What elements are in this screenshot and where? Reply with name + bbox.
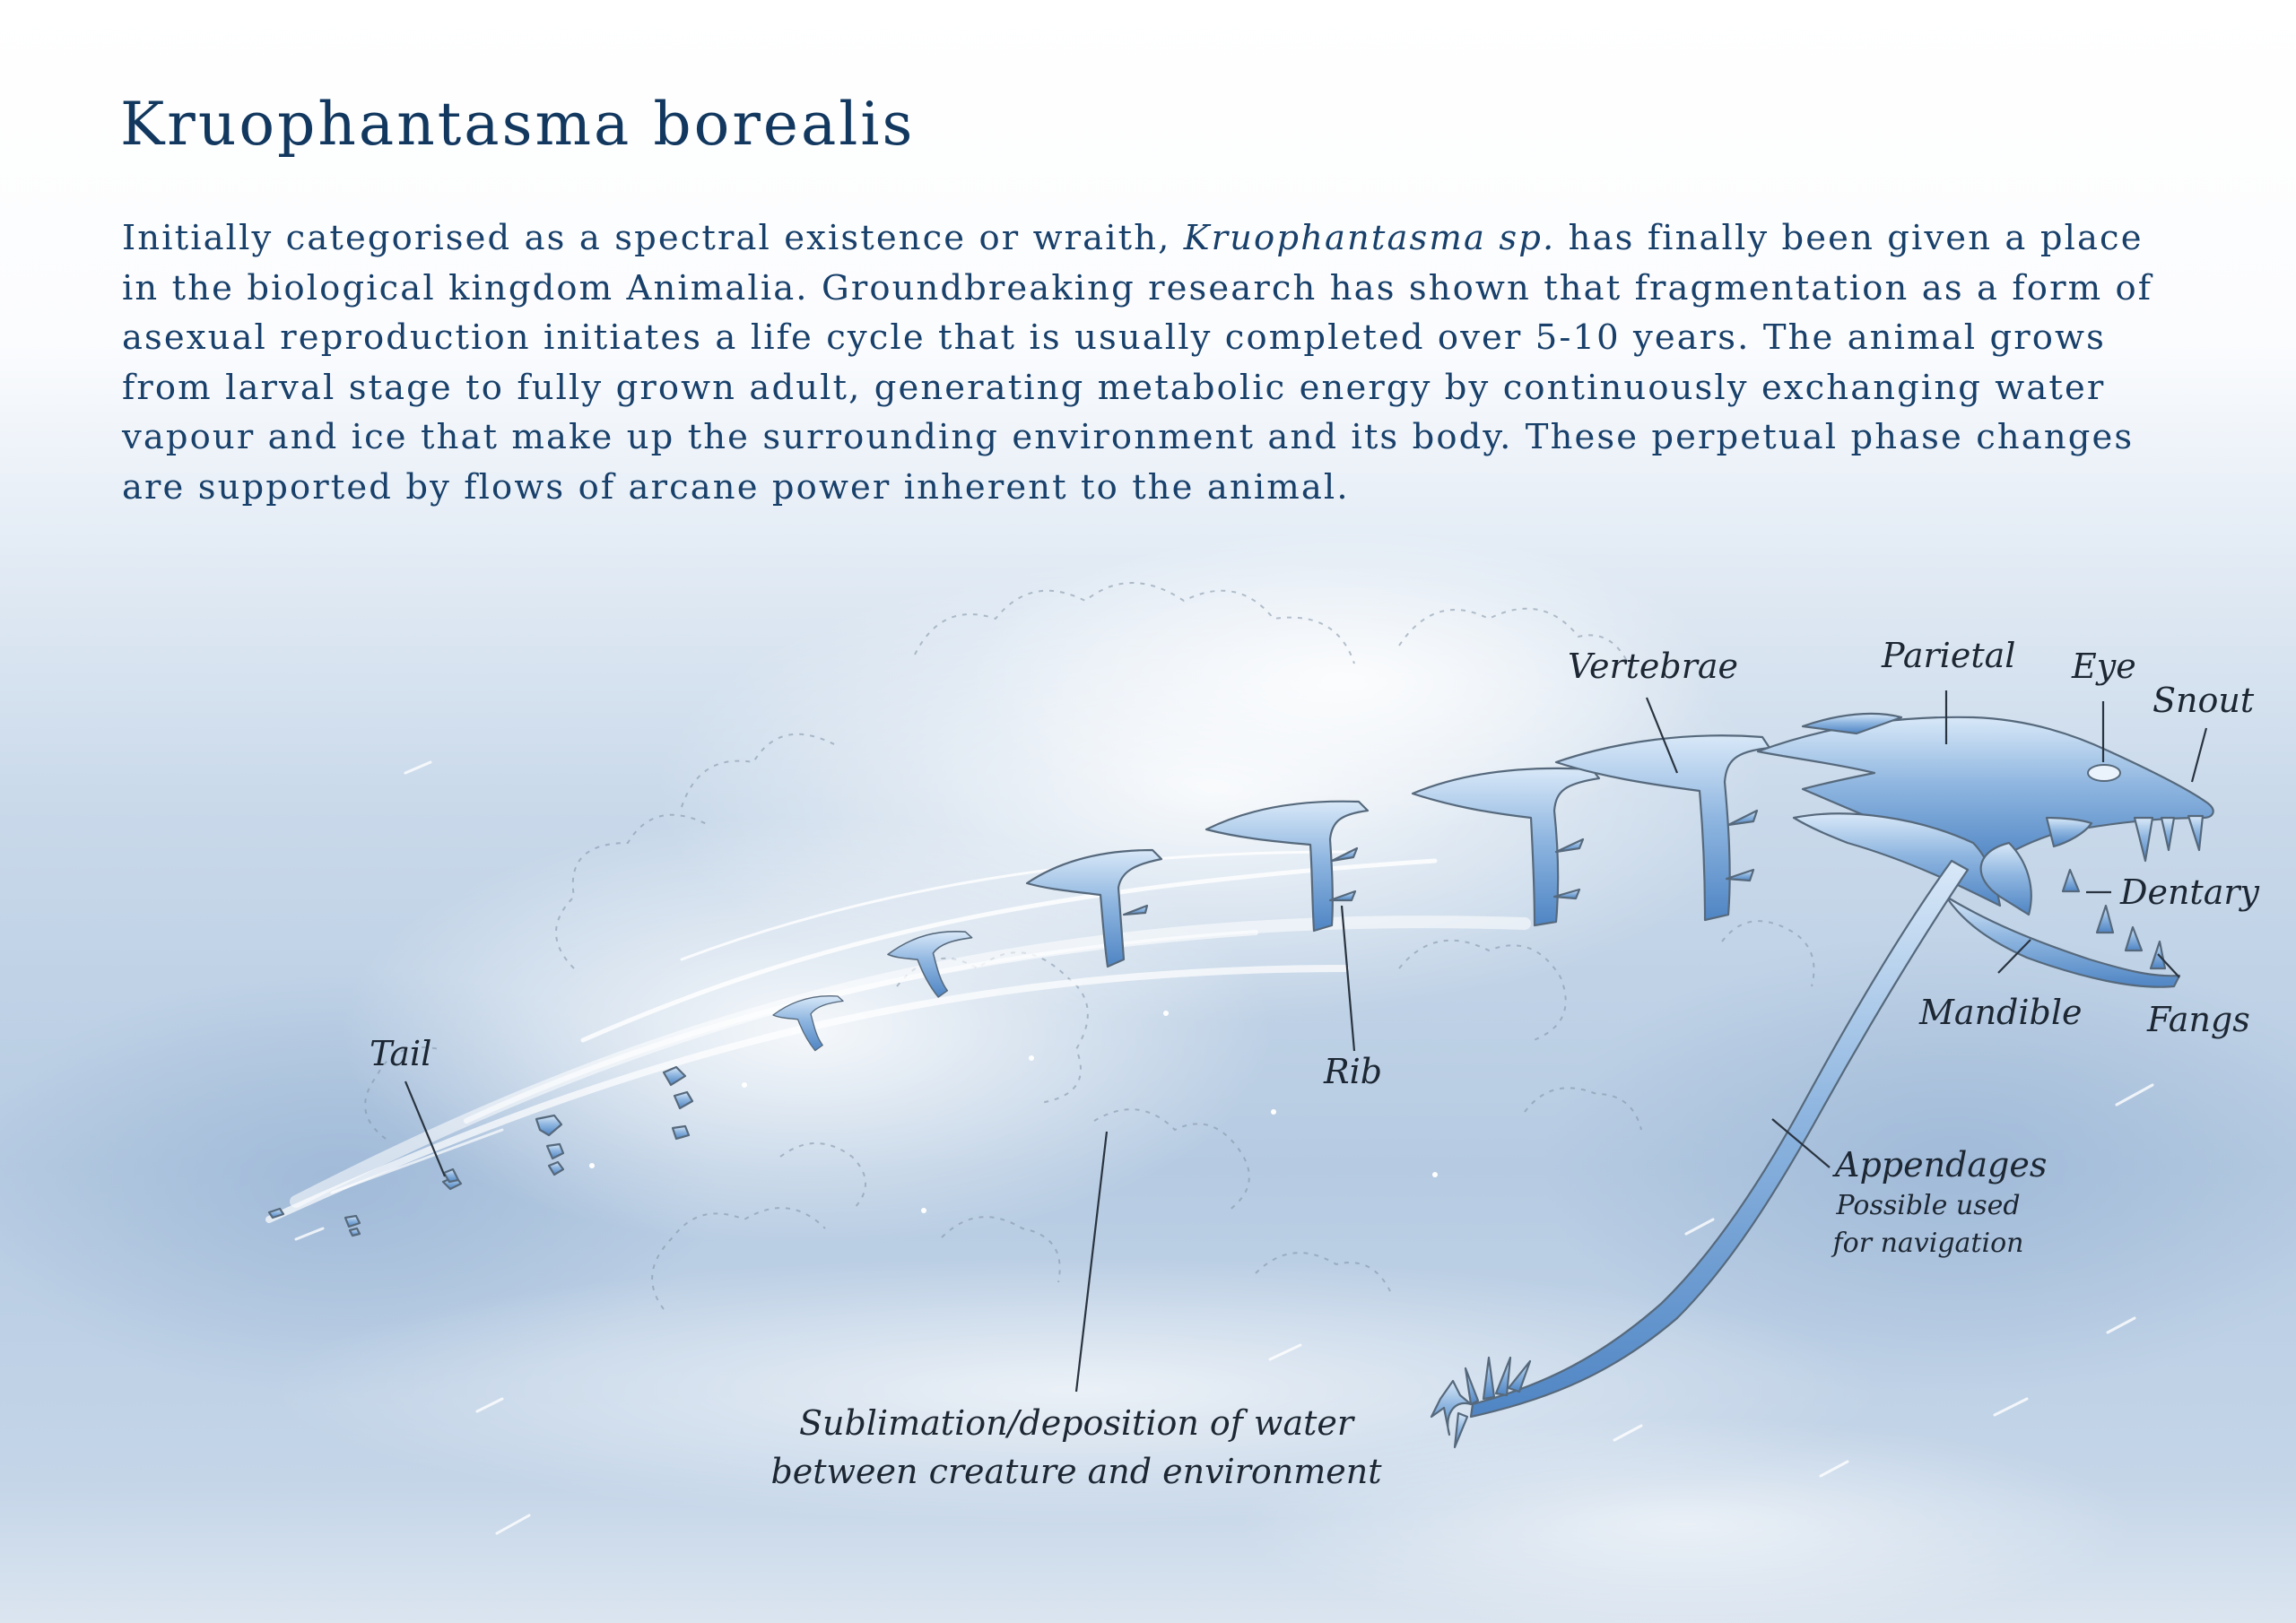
label-parietal: Parietal — [1882, 636, 2016, 675]
label-snout: Snout — [2152, 681, 2255, 720]
label-vertebrae: Vertebrae — [1568, 647, 1738, 686]
species-name: Kruophantasma sp. — [1183, 218, 1556, 258]
label-sublimation-2: between creature and environment — [770, 1452, 1382, 1491]
label-appendages: Appendages — [1835, 1145, 2048, 1185]
label-mandible: Mandible — [1919, 993, 2083, 1032]
label-eye: Eye — [2072, 647, 2136, 686]
label-appendages-note-1: Possible used — [1836, 1190, 2021, 1221]
label-appendages-note-2: for navigation — [1832, 1228, 2024, 1259]
label-dentary: Dentary — [2120, 872, 2259, 912]
label-sublimation-1: Sublimation/deposition of water — [798, 1403, 1354, 1443]
page-title: Kruophantasma borealis — [120, 90, 916, 159]
label-rib: Rib — [1324, 1052, 1383, 1091]
intro-text-start: Initially categorised as a spectral existence or wraith, — [122, 218, 1184, 258]
label-fangs: Fangs — [2147, 1000, 2250, 1039]
intro-text-end: has finally been given a place in the biological kingdom Animalia. Groundbreaking research has shown that fragmentation as a form of asexual reproduction initiates a life cycle that is usually completed over 5-10 years. The animal grows from larval stage to fully grown adult, generating metabolic energy by continuously exchanging water vapour and ice that make up the surrounding environment and its body. These perpetual phase changes are supported by flows of arcane power inherent to the animal. — [122, 218, 2153, 508]
label-tail: Tail — [370, 1034, 432, 1073]
